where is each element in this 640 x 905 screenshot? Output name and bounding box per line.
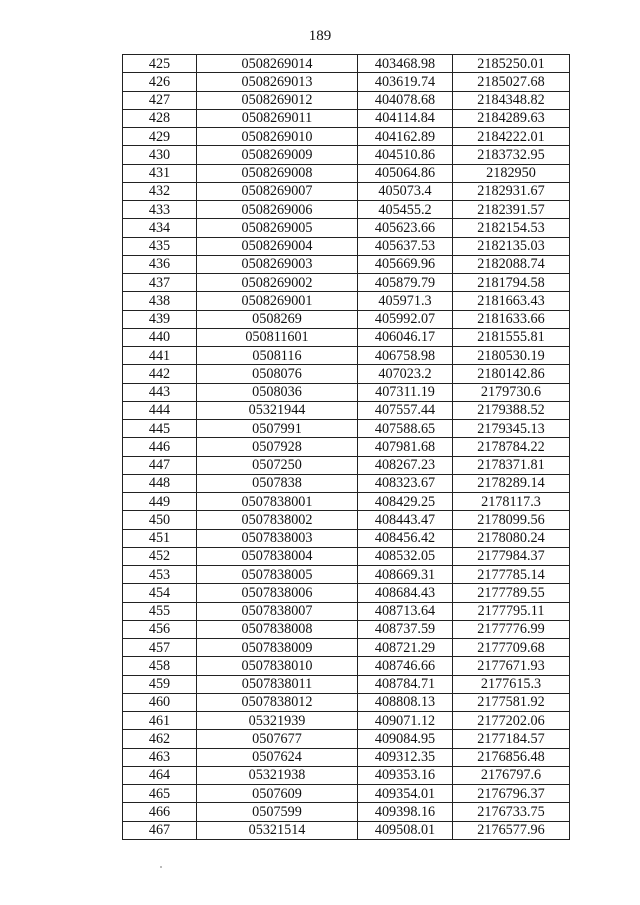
x-coordinate-cell: 409353.16 bbox=[358, 766, 453, 784]
point-id-cell: 0508269001 bbox=[197, 292, 358, 310]
x-coordinate-cell: 406758.98 bbox=[358, 347, 453, 365]
x-coordinate-cell: 408429.25 bbox=[358, 493, 453, 511]
page-number: 189 bbox=[308, 28, 332, 44]
y-coordinate-cell: 2183732.95 bbox=[453, 146, 570, 164]
y-coordinate-cell: 2176733.75 bbox=[453, 803, 570, 821]
point-id-cell: 0507838 bbox=[197, 474, 358, 492]
point-number-cell: 437 bbox=[123, 274, 197, 292]
table-row bbox=[123, 182, 570, 200]
point-number-cell: 427 bbox=[123, 91, 197, 109]
table-row bbox=[123, 310, 570, 328]
point-id-cell: 050811601 bbox=[197, 328, 358, 346]
point-id-cell: 0507250 bbox=[197, 456, 358, 474]
y-coordinate-cell: 2177581.92 bbox=[453, 693, 570, 711]
x-coordinate-cell: 407981.68 bbox=[358, 438, 453, 456]
x-coordinate-cell: 409398.16 bbox=[358, 803, 453, 821]
table-row bbox=[123, 55, 570, 73]
table-row bbox=[123, 164, 570, 182]
table-row bbox=[123, 347, 570, 365]
y-coordinate-cell: 2181555.81 bbox=[453, 328, 570, 346]
point-number-cell: 459 bbox=[123, 675, 197, 693]
y-coordinate-cell: 2176577.96 bbox=[453, 821, 570, 839]
y-coordinate-cell: 2176856.48 bbox=[453, 748, 570, 766]
point-number-cell: 463 bbox=[123, 748, 197, 766]
point-number-cell: 433 bbox=[123, 201, 197, 219]
point-number-cell: 451 bbox=[123, 529, 197, 547]
table-row bbox=[123, 456, 570, 474]
y-coordinate-cell: 2177615.3 bbox=[453, 675, 570, 693]
point-number-cell: 454 bbox=[123, 584, 197, 602]
point-number-cell: 467 bbox=[123, 821, 197, 839]
y-coordinate-cell: 2177785.14 bbox=[453, 566, 570, 584]
x-coordinate-cell: 409508.01 bbox=[358, 821, 453, 839]
x-coordinate-cell: 408808.13 bbox=[358, 693, 453, 711]
y-coordinate-cell: 2178371.81 bbox=[453, 456, 570, 474]
point-id-cell: 0507838005 bbox=[197, 566, 358, 584]
x-coordinate-cell: 407023.2 bbox=[358, 365, 453, 383]
y-coordinate-cell: 2177709.68 bbox=[453, 639, 570, 657]
y-coordinate-cell: 2180530.19 bbox=[453, 347, 570, 365]
table-row bbox=[123, 420, 570, 438]
point-number-cell: 429 bbox=[123, 128, 197, 146]
y-coordinate-cell: 2178117.3 bbox=[453, 493, 570, 511]
point-id-cell: 0508269004 bbox=[197, 237, 358, 255]
x-coordinate-cell: 408532.05 bbox=[358, 547, 453, 565]
point-id-cell: 0507838012 bbox=[197, 693, 358, 711]
point-number-cell: 453 bbox=[123, 566, 197, 584]
y-coordinate-cell: 2177789.55 bbox=[453, 584, 570, 602]
x-coordinate-cell: 405669.96 bbox=[358, 255, 453, 273]
point-number-cell: 431 bbox=[123, 164, 197, 182]
point-id-cell: 0508269005 bbox=[197, 219, 358, 237]
y-coordinate-cell: 2178289.14 bbox=[453, 474, 570, 492]
point-id-cell: 0508269007 bbox=[197, 182, 358, 200]
point-id-cell: 0508269009 bbox=[197, 146, 358, 164]
point-id-cell: 0507991 bbox=[197, 420, 358, 438]
point-id-cell: 0508269008 bbox=[197, 164, 358, 182]
point-id-cell: 0507838008 bbox=[197, 620, 358, 638]
table-row bbox=[123, 639, 570, 657]
table-row bbox=[123, 693, 570, 711]
point-number-cell: 450 bbox=[123, 511, 197, 529]
table-row bbox=[123, 146, 570, 164]
point-id-cell: 0507624 bbox=[197, 748, 358, 766]
point-number-cell: 449 bbox=[123, 493, 197, 511]
table-row bbox=[123, 401, 570, 419]
point-number-cell: 430 bbox=[123, 146, 197, 164]
point-id-cell: 0507838001 bbox=[197, 493, 358, 511]
point-number-cell: 455 bbox=[123, 602, 197, 620]
point-number-cell: 456 bbox=[123, 620, 197, 638]
x-coordinate-cell: 405879.79 bbox=[358, 274, 453, 292]
x-coordinate-cell: 406046.17 bbox=[358, 328, 453, 346]
x-coordinate-cell: 404078.68 bbox=[358, 91, 453, 109]
point-id-cell: 0507838006 bbox=[197, 584, 358, 602]
point-id-cell: 0507838007 bbox=[197, 602, 358, 620]
point-number-cell: 439 bbox=[123, 310, 197, 328]
x-coordinate-cell: 404510.86 bbox=[358, 146, 453, 164]
y-coordinate-cell: 2185250.01 bbox=[453, 55, 570, 73]
point-id-cell: 0508269003 bbox=[197, 255, 358, 273]
x-coordinate-cell: 405992.07 bbox=[358, 310, 453, 328]
x-coordinate-cell: 409354.01 bbox=[358, 785, 453, 803]
point-number-cell: 441 bbox=[123, 347, 197, 365]
y-coordinate-cell: 2182135.03 bbox=[453, 237, 570, 255]
y-coordinate-cell: 2179730.6 bbox=[453, 383, 570, 401]
point-id-cell: 0507838011 bbox=[197, 675, 358, 693]
y-coordinate-cell: 2178099.56 bbox=[453, 511, 570, 529]
point-id-cell: 05321514 bbox=[197, 821, 358, 839]
point-id-cell: 0508269 bbox=[197, 310, 358, 328]
y-coordinate-cell: 2182088.74 bbox=[453, 255, 570, 273]
point-id-cell: 0507838004 bbox=[197, 547, 358, 565]
x-coordinate-cell: 408713.64 bbox=[358, 602, 453, 620]
point-number-cell: 436 bbox=[123, 255, 197, 273]
point-number-cell: 426 bbox=[123, 73, 197, 91]
x-coordinate-cell: 408737.59 bbox=[358, 620, 453, 638]
y-coordinate-cell: 2179388.52 bbox=[453, 401, 570, 419]
x-coordinate-cell: 404162.89 bbox=[358, 128, 453, 146]
point-number-cell: 444 bbox=[123, 401, 197, 419]
y-coordinate-cell: 2184222.01 bbox=[453, 128, 570, 146]
table-row bbox=[123, 620, 570, 638]
x-coordinate-cell: 408669.31 bbox=[358, 566, 453, 584]
point-id-cell: 0507599 bbox=[197, 803, 358, 821]
x-coordinate-cell: 407311.19 bbox=[358, 383, 453, 401]
y-coordinate-cell: 2177795.11 bbox=[453, 602, 570, 620]
table-row bbox=[123, 128, 570, 146]
point-number-cell: 452 bbox=[123, 547, 197, 565]
table-row bbox=[123, 292, 570, 310]
point-id-cell: 0508076 bbox=[197, 365, 358, 383]
x-coordinate-cell: 408267.23 bbox=[358, 456, 453, 474]
point-number-cell: 448 bbox=[123, 474, 197, 492]
table-row bbox=[123, 328, 570, 346]
y-coordinate-cell: 2185027.68 bbox=[453, 73, 570, 91]
point-number-cell: 466 bbox=[123, 803, 197, 821]
y-coordinate-cell: 2181633.66 bbox=[453, 310, 570, 328]
point-number-cell: 432 bbox=[123, 182, 197, 200]
point-id-cell: 0508269014 bbox=[197, 55, 358, 73]
x-coordinate-cell: 408746.66 bbox=[358, 657, 453, 675]
table-row bbox=[123, 547, 570, 565]
x-coordinate-cell: 409312.35 bbox=[358, 748, 453, 766]
x-coordinate-cell: 408684.43 bbox=[358, 584, 453, 602]
table-row bbox=[123, 584, 570, 602]
x-coordinate-cell: 403468.98 bbox=[358, 55, 453, 73]
point-id-cell: 0508269013 bbox=[197, 73, 358, 91]
y-coordinate-cell: 2180142.86 bbox=[453, 365, 570, 383]
point-id-cell: 0508116 bbox=[197, 347, 358, 365]
point-number-cell: 442 bbox=[123, 365, 197, 383]
table-row bbox=[123, 785, 570, 803]
table-row bbox=[123, 383, 570, 401]
point-number-cell: 464 bbox=[123, 766, 197, 784]
point-number-cell: 445 bbox=[123, 420, 197, 438]
x-coordinate-cell: 405971.3 bbox=[358, 292, 453, 310]
y-coordinate-cell: 2177184.57 bbox=[453, 730, 570, 748]
x-coordinate-cell: 404114.84 bbox=[358, 109, 453, 127]
table-row bbox=[123, 438, 570, 456]
x-coordinate-cell: 405623.66 bbox=[358, 219, 453, 237]
point-id-cell: 05321944 bbox=[197, 401, 358, 419]
table-row bbox=[123, 511, 570, 529]
table-row bbox=[123, 109, 570, 127]
table-row bbox=[123, 91, 570, 109]
x-coordinate-cell: 409084.95 bbox=[358, 730, 453, 748]
y-coordinate-cell: 2181794.58 bbox=[453, 274, 570, 292]
table-row bbox=[123, 766, 570, 784]
point-number-cell: 438 bbox=[123, 292, 197, 310]
x-coordinate-cell: 405064.86 bbox=[358, 164, 453, 182]
point-number-cell: 462 bbox=[123, 730, 197, 748]
y-coordinate-cell: 2184348.82 bbox=[453, 91, 570, 109]
point-number-cell: 428 bbox=[123, 109, 197, 127]
point-number-cell: 461 bbox=[123, 712, 197, 730]
table-row bbox=[123, 712, 570, 730]
point-number-cell: 457 bbox=[123, 639, 197, 657]
point-id-cell: 05321939 bbox=[197, 712, 358, 730]
table-row bbox=[123, 730, 570, 748]
y-coordinate-cell: 2178080.24 bbox=[453, 529, 570, 547]
x-coordinate-cell: 408323.67 bbox=[358, 474, 453, 492]
point-number-cell: 443 bbox=[123, 383, 197, 401]
y-coordinate-cell: 2176797.6 bbox=[453, 766, 570, 784]
table-row bbox=[123, 493, 570, 511]
x-coordinate-cell: 405637.53 bbox=[358, 237, 453, 255]
y-coordinate-cell: 2177202.06 bbox=[453, 712, 570, 730]
x-coordinate-cell: 407588.65 bbox=[358, 420, 453, 438]
table-row bbox=[123, 821, 570, 839]
point-id-cell: 05321938 bbox=[197, 766, 358, 784]
table-row bbox=[123, 474, 570, 492]
y-coordinate-cell: 2177776.99 bbox=[453, 620, 570, 638]
x-coordinate-cell: 408456.42 bbox=[358, 529, 453, 547]
point-number-cell: 446 bbox=[123, 438, 197, 456]
point-id-cell: 0507838009 bbox=[197, 639, 358, 657]
point-id-cell: 0508269006 bbox=[197, 201, 358, 219]
point-number-cell: 425 bbox=[123, 55, 197, 73]
point-id-cell: 0508269012 bbox=[197, 91, 358, 109]
coordinates-table bbox=[122, 54, 570, 840]
x-coordinate-cell: 403619.74 bbox=[358, 73, 453, 91]
y-coordinate-cell: 2178784.22 bbox=[453, 438, 570, 456]
x-coordinate-cell: 405073.4 bbox=[358, 182, 453, 200]
x-coordinate-cell: 407557.44 bbox=[358, 401, 453, 419]
y-coordinate-cell: 2176796.37 bbox=[453, 785, 570, 803]
table-row bbox=[123, 73, 570, 91]
y-coordinate-cell: 2182950 bbox=[453, 164, 570, 182]
y-coordinate-cell: 2184289.63 bbox=[453, 109, 570, 127]
table-row bbox=[123, 255, 570, 273]
point-id-cell: 0507838010 bbox=[197, 657, 358, 675]
table-body bbox=[123, 55, 570, 840]
point-number-cell: 435 bbox=[123, 237, 197, 255]
scan-speck bbox=[160, 866, 162, 868]
point-id-cell: 0507838002 bbox=[197, 511, 358, 529]
point-number-cell: 440 bbox=[123, 328, 197, 346]
table-row bbox=[123, 365, 570, 383]
x-coordinate-cell: 405455.2 bbox=[358, 201, 453, 219]
point-id-cell: 0508269011 bbox=[197, 109, 358, 127]
point-number-cell: 465 bbox=[123, 785, 197, 803]
table-row bbox=[123, 675, 570, 693]
table-row bbox=[123, 201, 570, 219]
table-row bbox=[123, 237, 570, 255]
y-coordinate-cell: 2182931.67 bbox=[453, 182, 570, 200]
point-id-cell: 0508269002 bbox=[197, 274, 358, 292]
table-row bbox=[123, 566, 570, 584]
table-row bbox=[123, 803, 570, 821]
x-coordinate-cell: 408721.29 bbox=[358, 639, 453, 657]
table-row bbox=[123, 602, 570, 620]
y-coordinate-cell: 2182391.57 bbox=[453, 201, 570, 219]
table-row bbox=[123, 219, 570, 237]
x-coordinate-cell: 409071.12 bbox=[358, 712, 453, 730]
y-coordinate-cell: 2179345.13 bbox=[453, 420, 570, 438]
table-row bbox=[123, 748, 570, 766]
x-coordinate-cell: 408443.47 bbox=[358, 511, 453, 529]
point-number-cell: 447 bbox=[123, 456, 197, 474]
point-id-cell: 0508036 bbox=[197, 383, 358, 401]
point-number-cell: 460 bbox=[123, 693, 197, 711]
point-id-cell: 0508269010 bbox=[197, 128, 358, 146]
y-coordinate-cell: 2177671.93 bbox=[453, 657, 570, 675]
y-coordinate-cell: 2181663.43 bbox=[453, 292, 570, 310]
point-number-cell: 434 bbox=[123, 219, 197, 237]
point-number-cell: 458 bbox=[123, 657, 197, 675]
table-row bbox=[123, 657, 570, 675]
table-row bbox=[123, 274, 570, 292]
point-id-cell: 0507609 bbox=[197, 785, 358, 803]
point-id-cell: 0507928 bbox=[197, 438, 358, 456]
point-id-cell: 0507677 bbox=[197, 730, 358, 748]
table-row bbox=[123, 529, 570, 547]
y-coordinate-cell: 2177984.37 bbox=[453, 547, 570, 565]
y-coordinate-cell: 2182154.53 bbox=[453, 219, 570, 237]
x-coordinate-cell: 408784.71 bbox=[358, 675, 453, 693]
point-id-cell: 0507838003 bbox=[197, 529, 358, 547]
